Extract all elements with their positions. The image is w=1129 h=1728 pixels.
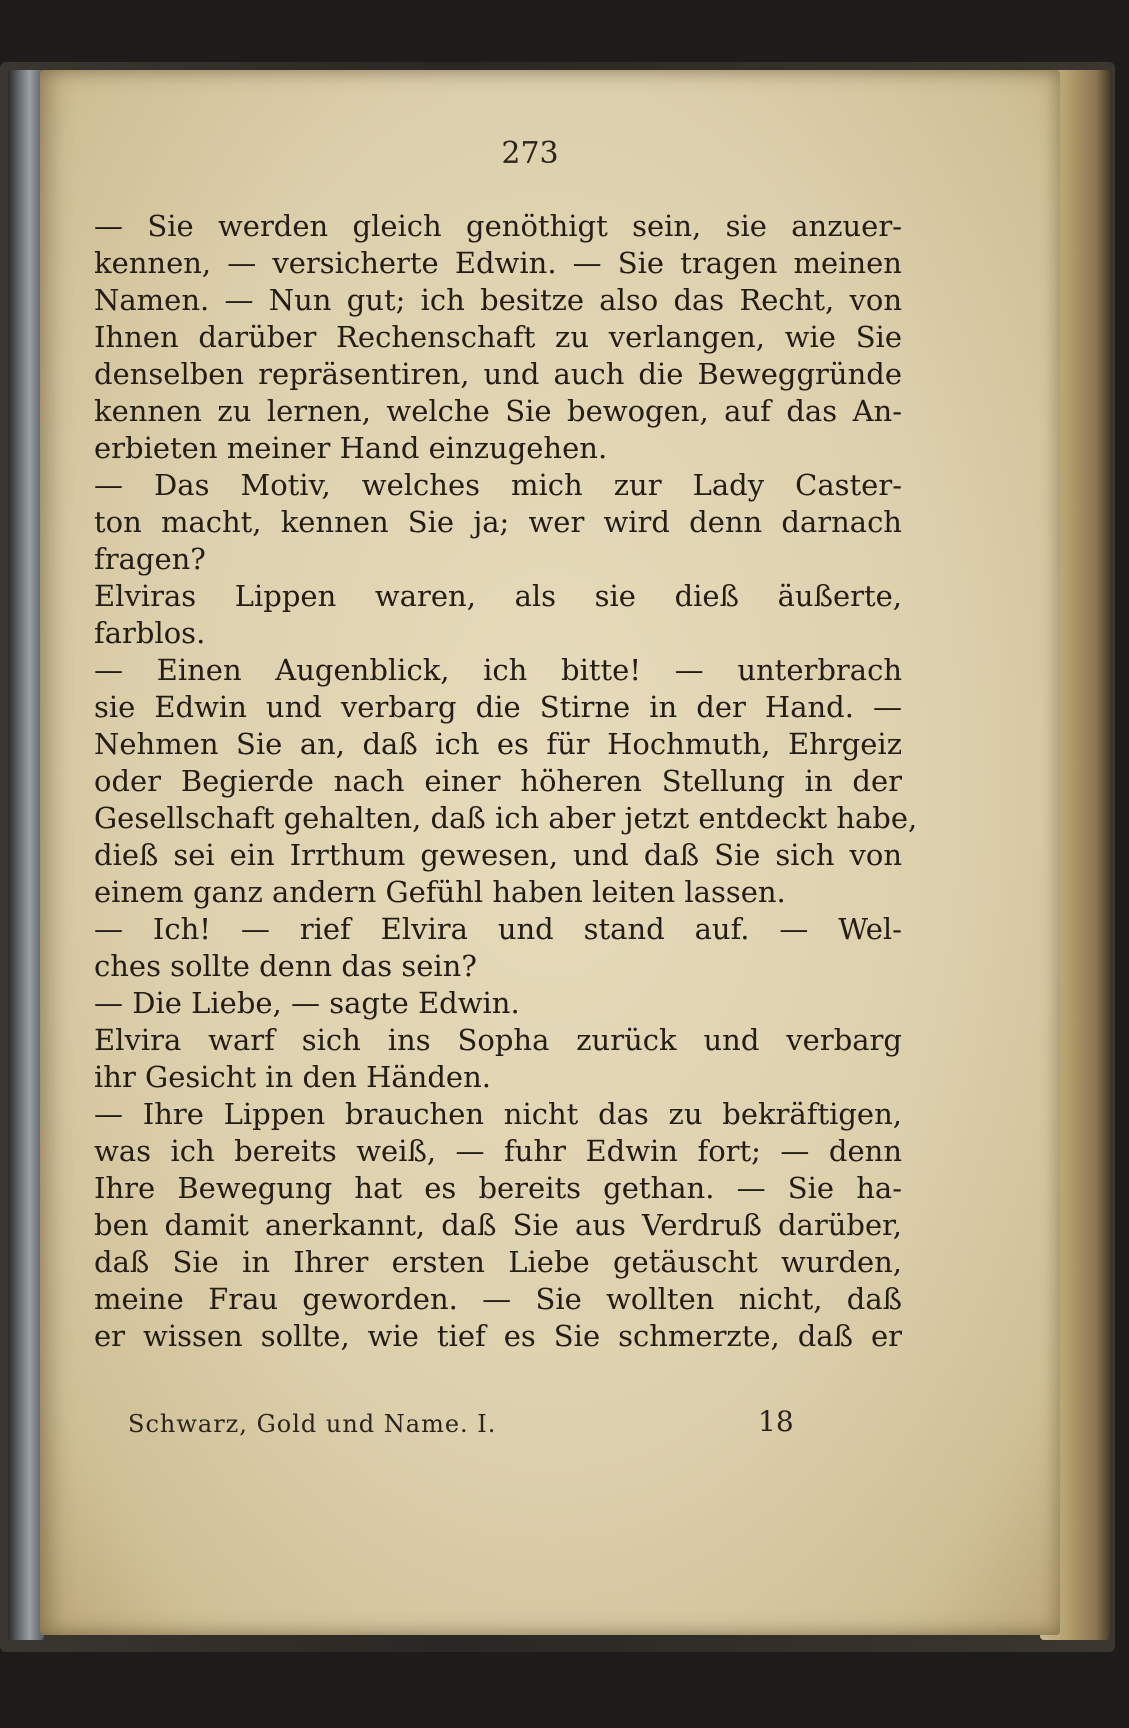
text-line: Elvira warf sich ins Sopha zurück und verbarg bbox=[94, 1023, 902, 1057]
text-line: Ihre Bewegung hat es bereits gethan. — Sie ha- bbox=[94, 1171, 902, 1205]
text-line: ton macht, kennen Sie ja; wer wird denn darnach bbox=[94, 505, 902, 539]
text-line: — Die Liebe, — sagte Edwin. bbox=[94, 986, 520, 1020]
text-line: — Das Motiv, welches mich zur Lady Caster- bbox=[94, 468, 902, 502]
text-line: oder Begierde nach einer höheren Stellung in der bbox=[94, 764, 902, 798]
text-line: kennen, — versicherte Edwin. — Sie tragen meinen bbox=[94, 246, 902, 280]
text-line: fragen? bbox=[94, 542, 206, 576]
text-line: farblos. bbox=[94, 616, 206, 650]
text-line: — Sie werden gleich genöthigt sein, sie anzuer- bbox=[94, 209, 902, 243]
text-line: — Ich! — rief Elvira und stand auf. — Wel- bbox=[94, 912, 902, 946]
book-spine-edge bbox=[8, 70, 44, 1640]
text-line: Elviras Lippen waren, als sie dieß äußerte, bbox=[94, 579, 902, 613]
text-line: daß Sie in Ihrer ersten Liebe getäuscht wurden, bbox=[94, 1245, 902, 1279]
text-line: ihr Gesicht in den Händen. bbox=[94, 1060, 491, 1094]
text-line: ches sollte denn das sein? bbox=[94, 949, 477, 983]
text-line: — Ihre Lippen brauchen nicht das zu bekräftigen, bbox=[94, 1097, 902, 1131]
text-line: ben damit anerkannt, daß Sie aus Verdruß darüber, bbox=[94, 1208, 902, 1242]
text-line: erbieten meiner Hand einzugehen. bbox=[94, 431, 608, 465]
sheet-number: 18 bbox=[758, 1405, 794, 1438]
text-line: — Einen Augenblick, ich bitte! — unterbrach bbox=[94, 653, 902, 687]
text-line: denselben repräsentiren, und auch die Beweggründe bbox=[94, 357, 902, 391]
text-line: einem ganz andern Gefühl haben leiten lassen. bbox=[94, 875, 786, 909]
text-line: Nehmen Sie an, daß ich es für Hochmuth, Ehrgeiz bbox=[94, 727, 902, 761]
text-line: kennen zu lernen, welche Sie bewogen, auf das An- bbox=[94, 394, 902, 428]
text-line: Namen. — Nun gut; ich besitze also das Recht, von bbox=[94, 283, 902, 317]
text-line: Gesellschaft gehalten, daß ich aber jetzt entdeckt habe, bbox=[94, 801, 918, 835]
text-line: sie Edwin und verbarg die Stirne in der Hand. — bbox=[94, 690, 902, 724]
text-line: dieß sei ein Irrthum gewesen, und daß Sie sich von bbox=[94, 838, 902, 872]
signature-line: Schwarz, Gold und Name. I. bbox=[128, 1410, 497, 1438]
text-line: was ich bereits weiß, — fuhr Edwin fort; — denn bbox=[94, 1134, 902, 1168]
body-text bbox=[94, 208, 918, 1355]
text-line: Ihnen darüber Rechenschaft zu verlangen, wie Sie bbox=[94, 320, 902, 354]
text-line: er wissen sollte, wie tief es Sie schmerzte, daß er bbox=[94, 1319, 902, 1353]
page-number: 273 bbox=[501, 136, 559, 171]
text-line: meine Frau geworden. — Sie wollten nicht, daß bbox=[94, 1282, 902, 1316]
